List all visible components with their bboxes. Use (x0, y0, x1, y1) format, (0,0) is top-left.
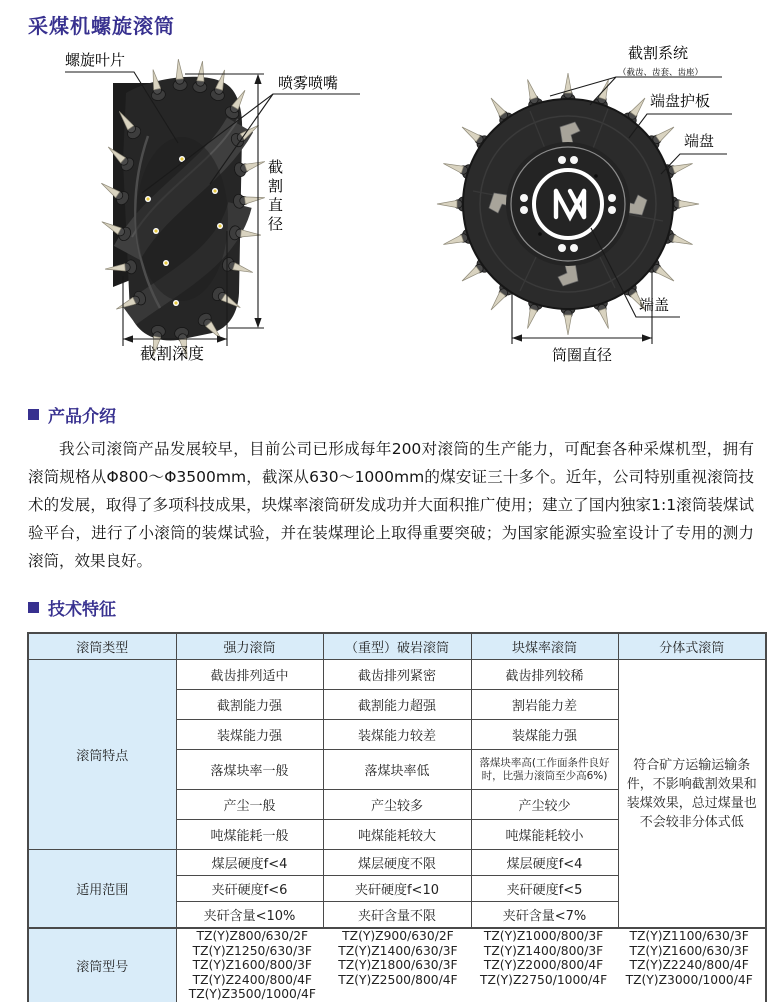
table-cell: 截齿排列紧密 (323, 660, 471, 690)
table-cell: 煤层硬度不限 (323, 850, 471, 876)
table-cell: 夹矸硬度f<5 (471, 876, 618, 902)
col-header: 块煤率滚筒 (471, 633, 618, 660)
model-item: TZ(Y)Z2240/800/4F (629, 958, 749, 972)
table-header-row (28, 633, 766, 660)
table-cell: 产尘较多 (323, 790, 471, 820)
figure-front-view (410, 41, 780, 386)
figures-panel (0, 41, 780, 386)
col-header: 分体式滚筒 (618, 633, 766, 660)
table-cell: 落煤块率低 (323, 750, 471, 790)
table-cell: 吨煤能耗较小 (471, 820, 618, 850)
model-item: TZ(Y)Z2750/1000/4F (479, 972, 608, 987)
label-spray-nozzle: 喷雾喷嘴 (278, 74, 339, 92)
label-end-cover: 端盖 (639, 296, 670, 314)
label-cutting-system-sub: （截齿、齿套、齿座） (618, 68, 704, 78)
model-item: TZ(Y)Z1600/630/3F (629, 943, 749, 958)
table-cell: 产尘较少 (471, 790, 618, 820)
model-item (325, 988, 471, 1002)
table-cell: 装煤能力强 (176, 720, 323, 750)
row-group-label: 滚筒型号 (28, 928, 176, 1002)
table-cell: 装煤能力强 (471, 720, 618, 750)
table-cell: 截割能力强 (176, 690, 323, 720)
model-item: TZ(Y)Z1100/630/3F (629, 929, 749, 943)
label-spiral-blade: 螺旋叶片 (65, 51, 126, 69)
page-title: 采煤机螺旋滚筒 (28, 14, 175, 38)
model-item: TZ(Y)Z1250/630/3F (192, 943, 313, 958)
table-cell: 夹矸含量<10% (176, 902, 323, 929)
label-cutting-diameter: 截割直径 (266, 159, 284, 235)
model-item: TZ(Y)Z1400/800/3F (483, 943, 604, 958)
table-cell: 截齿排列适中 (176, 660, 323, 690)
model-item: TZ(Y)Z2500/800/4F (338, 972, 458, 987)
features-heading-text: 技术特征 (48, 600, 116, 620)
label-cutting-depth: 截割深度 (140, 344, 205, 363)
table-cell: 夹矸含量<7% (471, 902, 618, 929)
label-ring-diameter: 筒圈直径 (552, 346, 613, 364)
model-item: TZ(Y)Z3500/1000/4F (188, 987, 316, 1001)
table-cell: 吨煤能耗一般 (176, 820, 323, 850)
table-row (28, 928, 766, 1002)
table-cell: 装煤能力较差 (323, 720, 471, 750)
row-group-label: 滚筒特点 (28, 660, 176, 850)
model-item: TZ(Y)Z1000/800/3F (483, 929, 604, 943)
model-item: TZ(Y)Z800/630/2F (196, 929, 309, 943)
table-cell: 落煤块率一般 (176, 750, 323, 790)
table-cell: 落煤块率高(工作面条件良好时，比强力滚筒至少高6%) (471, 750, 618, 790)
col-header: 滚筒类型 (28, 633, 176, 660)
table-cell: 夹矸含量不限 (323, 902, 471, 929)
model-item: TZ(Y)Z900/630/2F (342, 929, 454, 943)
table-cell: 吨煤能耗较大 (323, 820, 471, 850)
label-end-disc-guard: 端盘护板 (650, 92, 711, 110)
table-cell: 夹矸硬度f<10 (323, 876, 471, 902)
model-item (616, 988, 762, 1002)
models-grid (180, 930, 763, 1002)
row-group-label: 适用范围 (28, 850, 176, 929)
model-item: TZ(Y)Z2000/800/4F (483, 958, 604, 972)
figure-side-art (30, 41, 380, 386)
model-item: TZ(Y)Z1600/800/3F (192, 958, 313, 972)
table-cell: 产尘一般 (176, 790, 323, 820)
model-item: TZ(Y)Z3000/1000/4F (625, 972, 753, 987)
label-end-disc: 端盘 (684, 132, 715, 150)
section-bullet-icon (28, 602, 39, 613)
table-row (28, 660, 766, 690)
table-cell: 煤层硬度f<4 (176, 850, 323, 876)
model-item (471, 988, 617, 1002)
table-cell: 割岩能力差 (471, 690, 618, 720)
intro-heading-text: 产品介绍 (48, 407, 116, 427)
table-cell: 煤层硬度f<4 (471, 850, 618, 876)
figure-front-art (410, 41, 780, 386)
col-header: 强力滚筒 (176, 633, 323, 660)
features-table (27, 632, 767, 1002)
intro-section-heading (28, 402, 780, 427)
table-cell: 截割能力超强 (323, 690, 471, 720)
intro-paragraph: 我公司滚筒产品发展较早，目前公司已形成每年200对滚筒的生产能力，可配套各种采煤机型，拥有滚筒规格从Φ800～Φ3500mm，截深从630～1000mm的煤安证三十多个。近年，公司特别重视滚筒技术的发展，取得了多项科技成果，块煤率滚筒研发成功并大面积推广使用；建立了国内独家1:1滚筒装煤试验平台，进行了小滚筒的装煤试验，并在装煤理论上取得重要突破；为国家能源实验室设计了专用的测力滚筒，效果良好。 (28, 440, 754, 570)
label-cutting-system: 截割系统 (628, 44, 689, 62)
model-item: TZ(Y)Z2400/800/4F (192, 972, 313, 987)
table-cell: 夹矸硬度f<6 (176, 876, 323, 902)
model-item: TZ(Y)Z1800/630/3F (338, 958, 458, 972)
models-cell (176, 928, 766, 1002)
section-bullet-icon (28, 409, 39, 420)
table-cell: 截齿排列较稀 (471, 660, 618, 690)
figure-side-view (30, 41, 380, 386)
split-drum-note-cell: 符合矿方运输运输条件，不影响截割效果和装煤效果，总过煤量也不会较非分体式低 (618, 660, 766, 929)
model-item: TZ(Y)Z1400/630/3F (338, 943, 458, 958)
features-section-heading (28, 595, 780, 620)
col-header: （重型）破岩滚筒 (323, 633, 471, 660)
